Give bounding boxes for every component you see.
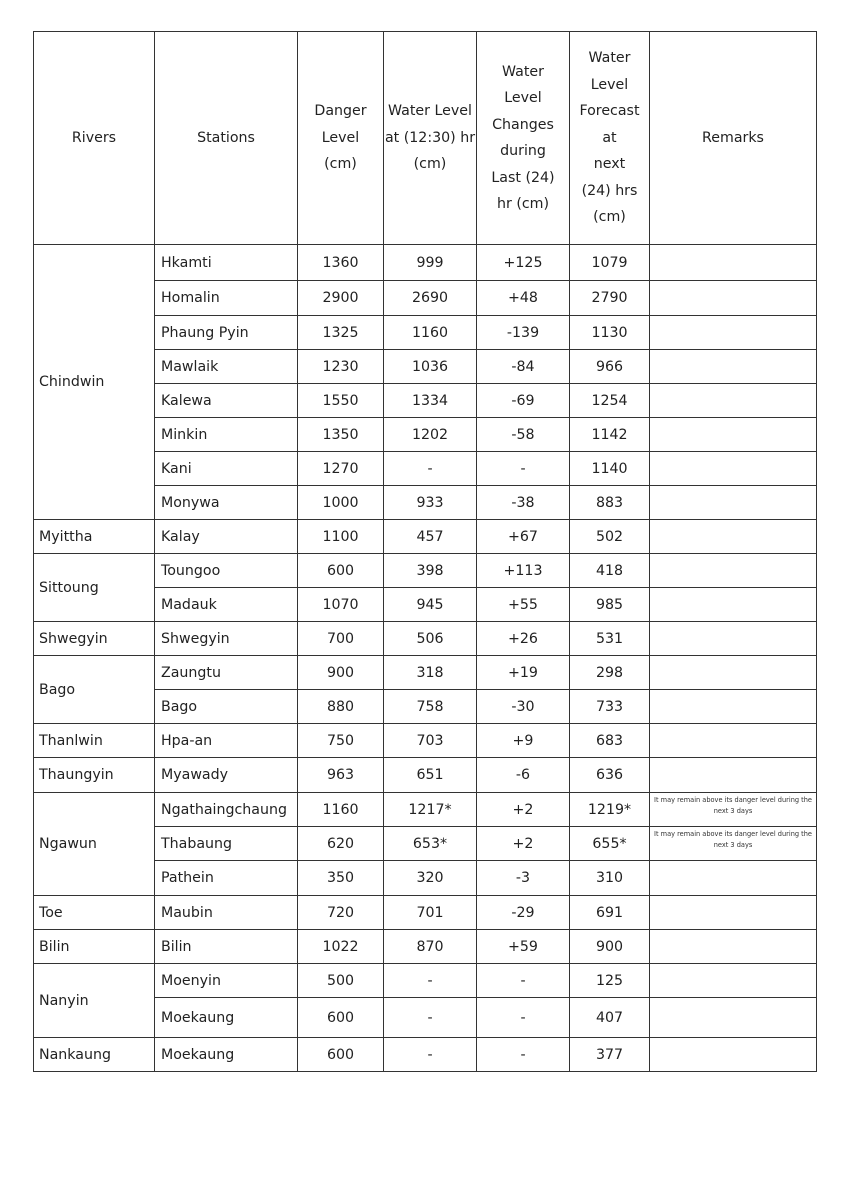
danger-level-cell: 1270 (298, 452, 384, 486)
table-row (34, 930, 817, 964)
danger-level-cell: 1160 (298, 793, 384, 827)
water-level-change-cell: +55 (477, 588, 570, 622)
station-cell: Madauk (155, 588, 298, 622)
table-row (34, 964, 817, 998)
water-level-cell: 1217* (384, 793, 477, 827)
table-row (34, 554, 817, 588)
header-line: Last (24) (491, 169, 555, 186)
forecast-cell: 655* (570, 827, 650, 861)
forecast-cell: 125 (570, 964, 650, 998)
header-line: Danger (314, 103, 367, 120)
table-row (34, 724, 817, 758)
header-line: at (12:30) hr (384, 129, 476, 146)
river-name-cell: Chindwin (34, 245, 155, 520)
water-level-cell: 651 (384, 758, 477, 793)
header-line: Water Level (388, 103, 472, 120)
station-cell: Moenyin (155, 964, 298, 998)
river-name-cell: Myittha (34, 520, 155, 554)
header-line: Level (590, 76, 629, 93)
header-line: Forecast (579, 103, 640, 120)
remarks-cell (650, 896, 817, 930)
danger-level-cell: 1350 (298, 418, 384, 452)
remarks-cell (650, 930, 817, 964)
remarks-cell (650, 316, 817, 350)
header-line: next (593, 156, 626, 173)
danger-level-cell: 1550 (298, 384, 384, 418)
station-cell: Hpa-an (155, 724, 298, 758)
danger-level-cell: 1022 (298, 930, 384, 964)
station-cell: Thabaung (155, 827, 298, 861)
station-cell: Minkin (155, 418, 298, 452)
river-name-cell: Ngawun (34, 793, 155, 896)
remarks-cell (650, 452, 817, 486)
water-level-cell: 1160 (384, 316, 477, 350)
remarks-cell (650, 520, 817, 554)
river-name-cell: Nankaung (34, 1038, 155, 1072)
station-cell: Shwegyin (155, 622, 298, 656)
remarks-cell (650, 690, 817, 724)
water-level-change-cell: +59 (477, 930, 570, 964)
table-row (34, 656, 817, 690)
station-cell: Myawady (155, 758, 298, 793)
remarks-cell: It may remain above its danger level during the next 3 days (650, 793, 817, 827)
station-cell: Moekaung (155, 998, 298, 1038)
forecast-cell: 883 (570, 486, 650, 520)
forecast-cell: 733 (570, 690, 650, 724)
table-header (34, 32, 817, 245)
water-level-cell: 457 (384, 520, 477, 554)
forecast-cell: 1140 (570, 452, 650, 486)
forecast-cell: 531 (570, 622, 650, 656)
forecast-cell: 900 (570, 930, 650, 964)
water-level-change-cell: - (477, 998, 570, 1038)
remarks-cell (650, 350, 817, 384)
header-line: Level (504, 90, 542, 106)
table-row (34, 896, 817, 930)
water-level-cell: 1202 (384, 418, 477, 452)
water-level-change-cell: +2 (477, 793, 570, 827)
header-row (34, 32, 817, 245)
river-name-cell: Toe (34, 896, 155, 930)
water-level-change-cell: -69 (477, 384, 570, 418)
header-water-level (384, 32, 477, 245)
station-cell: Kalay (155, 520, 298, 554)
water-level-change-cell: - (477, 964, 570, 998)
table-row (34, 1038, 817, 1072)
water-level-change-cell: -58 (477, 418, 570, 452)
water-level-cell: - (384, 1038, 477, 1072)
table-row (34, 758, 817, 793)
table-body (34, 245, 817, 1072)
remarks-cell (650, 588, 817, 622)
water-level-cell: 701 (384, 896, 477, 930)
danger-level-cell: 900 (298, 656, 384, 690)
forecast-cell: 2790 (570, 281, 650, 316)
station-cell: Bilin (155, 930, 298, 964)
remarks-cell (650, 758, 817, 793)
river-name-cell: Bilin (34, 930, 155, 964)
forecast-cell: 636 (570, 758, 650, 793)
water-level-cell: 320 (384, 861, 477, 896)
station-cell: Bago (155, 690, 298, 724)
header-stations: Stations (155, 32, 298, 245)
header-line: Changes (492, 116, 554, 133)
station-cell: Ngathaingchaung (155, 793, 298, 827)
danger-level-cell: 963 (298, 758, 384, 793)
water-level-cell: 398 (384, 554, 477, 588)
remarks-cell (650, 486, 817, 520)
remarks-cell (650, 622, 817, 656)
station-cell: Monywa (155, 486, 298, 520)
forecast-cell: 298 (570, 656, 650, 690)
forecast-cell: 1254 (570, 384, 650, 418)
remarks-cell: It may remain above its danger level during the next 3 days (650, 827, 817, 861)
forecast-cell: 418 (570, 554, 650, 588)
water-level-cell: - (384, 452, 477, 486)
water-level-cell: 999 (384, 245, 477, 281)
station-cell: Pathein (155, 861, 298, 896)
header-danger-level (298, 32, 384, 245)
water-level-change-cell: +48 (477, 281, 570, 316)
danger-level-cell: 600 (298, 998, 384, 1038)
forecast-cell: 407 (570, 998, 650, 1038)
water-level-change-cell: +67 (477, 520, 570, 554)
water-level-change-cell: +125 (477, 245, 570, 281)
forecast-cell: 377 (570, 1038, 650, 1072)
water-level-change-cell: -84 (477, 350, 570, 384)
danger-level-cell: 1070 (298, 588, 384, 622)
remarks-cell (650, 554, 817, 588)
header-line: (cm) (593, 209, 626, 226)
table-row (34, 622, 817, 656)
header-line: Level (321, 129, 360, 146)
danger-level-cell: 1100 (298, 520, 384, 554)
header-line: Water (502, 63, 544, 80)
river-name-cell: Nanyin (34, 964, 155, 1038)
water-level-cell: - (384, 964, 477, 998)
river-name-cell: Sittoung (34, 554, 155, 622)
station-cell: Hkamti (155, 245, 298, 281)
header-line: during (500, 143, 546, 159)
station-cell: Toungoo (155, 554, 298, 588)
header-rivers: Rivers (34, 32, 155, 245)
station-cell: Maubin (155, 896, 298, 930)
table-row (34, 793, 817, 827)
water-level-change-cell: -3 (477, 861, 570, 896)
danger-level-cell: 1230 (298, 350, 384, 384)
water-level-change-cell: +9 (477, 724, 570, 758)
water-level-cell: 318 (384, 656, 477, 690)
danger-level-cell: 1360 (298, 245, 384, 281)
station-cell: Homalin (155, 281, 298, 316)
water-level-cell: 703 (384, 724, 477, 758)
danger-level-cell: 1000 (298, 486, 384, 520)
water-level-table (33, 31, 817, 1072)
forecast-cell: 502 (570, 520, 650, 554)
forecast-cell: 691 (570, 896, 650, 930)
station-cell: Kani (155, 452, 298, 486)
water-level-change-cell: +113 (477, 554, 570, 588)
water-level-change-cell: -38 (477, 486, 570, 520)
remarks-cell (650, 964, 817, 998)
water-level-change-cell: +2 (477, 827, 570, 861)
remarks-cell (650, 861, 817, 896)
danger-level-cell: 350 (298, 861, 384, 896)
remarks-cell (650, 656, 817, 690)
water-level-change-cell: -139 (477, 316, 570, 350)
river-name-cell: Shwegyin (34, 622, 155, 656)
remarks-cell (650, 1038, 817, 1072)
danger-level-cell: 600 (298, 1038, 384, 1072)
station-cell: Mawlaik (155, 350, 298, 384)
remarks-cell (650, 724, 817, 758)
river-name-cell: Thaungyin (34, 758, 155, 793)
forecast-cell: 966 (570, 350, 650, 384)
forecast-cell: 1130 (570, 316, 650, 350)
remarks-cell (650, 384, 817, 418)
header-line: (24) hrs (581, 182, 638, 199)
forecast-cell: 683 (570, 724, 650, 758)
forecast-cell: 310 (570, 861, 650, 896)
forecast-cell: 1142 (570, 418, 650, 452)
water-level-cell: 2690 (384, 281, 477, 316)
station-cell: Moekaung (155, 1038, 298, 1072)
header-line: (cm) (413, 156, 447, 173)
water-level-cell: 653* (384, 827, 477, 861)
water-level-cell: 758 (384, 690, 477, 724)
station-cell: Zaungtu (155, 656, 298, 690)
danger-level-cell: 880 (298, 690, 384, 724)
water-level-cell: 506 (384, 622, 477, 656)
water-level-change-cell: -29 (477, 896, 570, 930)
water-level-change-cell: +19 (477, 656, 570, 690)
water-level-change-cell: +26 (477, 622, 570, 656)
danger-level-cell: 600 (298, 554, 384, 588)
danger-level-cell: 750 (298, 724, 384, 758)
table-row (34, 245, 817, 281)
water-level-cell: 870 (384, 930, 477, 964)
water-level-cell: 1036 (384, 350, 477, 384)
header-line: Water (588, 50, 631, 67)
danger-level-cell: 1325 (298, 316, 384, 350)
station-cell: Phaung Pyin (155, 316, 298, 350)
header-water-level-changes (477, 32, 570, 245)
header-line: (cm) (324, 156, 357, 173)
forecast-cell: 1079 (570, 245, 650, 281)
danger-level-cell: 2900 (298, 281, 384, 316)
forecast-cell: 985 (570, 588, 650, 622)
water-level-change-cell: - (477, 1038, 570, 1072)
danger-level-cell: 500 (298, 964, 384, 998)
header-remarks: Remarks (650, 32, 817, 245)
station-cell: Kalewa (155, 384, 298, 418)
water-level-cell: 945 (384, 588, 477, 622)
water-level-cell: 1334 (384, 384, 477, 418)
river-name-cell: Thanlwin (34, 724, 155, 758)
river-name-cell: Bago (34, 656, 155, 724)
water-level-change-cell: - (477, 452, 570, 486)
water-level-change-cell: -6 (477, 758, 570, 793)
water-level-change-cell: -30 (477, 690, 570, 724)
header-line: at (602, 129, 617, 146)
remarks-cell (650, 998, 817, 1038)
danger-level-cell: 620 (298, 827, 384, 861)
water-level-cell: - (384, 998, 477, 1038)
forecast-cell: 1219* (570, 793, 650, 827)
header-line: hr (cm) (496, 196, 550, 212)
header-water-level-forecast (570, 32, 650, 245)
remarks-cell (650, 245, 817, 281)
table-row (34, 520, 817, 554)
remarks-cell (650, 418, 817, 452)
remarks-cell (650, 281, 817, 316)
danger-level-cell: 720 (298, 896, 384, 930)
danger-level-cell: 700 (298, 622, 384, 656)
water-level-cell: 933 (384, 486, 477, 520)
